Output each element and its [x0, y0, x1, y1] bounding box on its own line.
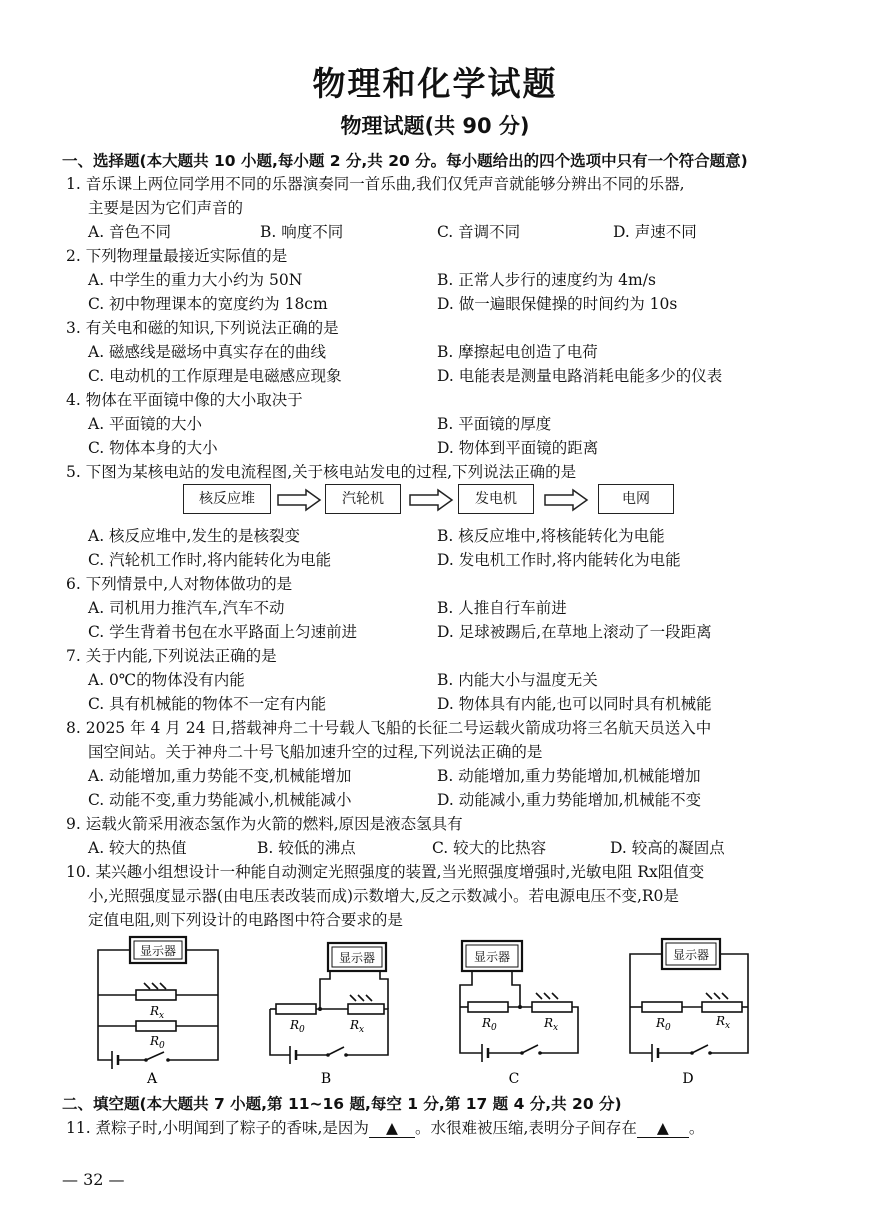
q6-stem: 6. 下列情景中,人对物体做功的是	[66, 575, 293, 593]
circuit-d-r0-label: R	[656, 1016, 666, 1030]
q10-stem-line2: 小,光照强度显示器(由电压表改装而成)示数增大,反之示数减小。若电源电压不变,R0是	[88, 887, 679, 905]
page-subtitle: 物理试题(共 90 分)	[340, 114, 530, 138]
circuit-d-display-label: 显示器	[672, 948, 710, 962]
q9-option-c: C. 较大的比热容	[432, 839, 547, 857]
q6-option-b: B. 人推自行车前进	[437, 599, 567, 617]
svg-text:R0	[655, 1016, 671, 1033]
q8-option-c: C. 动能不变,重力势能减小,机械能减小	[88, 791, 352, 809]
circuit-diagram-c	[452, 935, 592, 1087]
q2-option-c: C. 初中物理课本的宽度约为 18cm	[88, 295, 328, 313]
flow-box-generator: 发电机	[458, 484, 534, 514]
q3-option-b: B. 摩擦起电创造了电荷	[437, 343, 598, 361]
circuit-b-r0-sub: 0	[299, 1025, 305, 1035]
circuit-d-choice-label: D	[682, 1071, 694, 1087]
flow-box-grid: 电网	[598, 484, 674, 514]
circuit-diagram-d	[622, 935, 762, 1087]
q7-option-a: A. 0℃的物体没有内能	[88, 671, 245, 689]
q5-option-d: D. 发电机工作时,将内能转化为电能	[437, 551, 681, 569]
q1-stem-line1: 1. 音乐课上两位同学用不同的乐器演奏同一首乐曲,我们仅凭声音就能够分辨出不同的乐器,	[66, 175, 685, 193]
q11-text-part2: 。水很难被压缩,表明分子间存在	[414, 1119, 637, 1137]
circuit-d-rx-sub: x	[725, 1021, 731, 1031]
circuit-b-choice-label: B	[320, 1071, 332, 1087]
q8-stem-line2: 国空间站。关于神舟二十号飞船加速升空的过程,下列说法正确的是	[88, 743, 543, 761]
q5-option-c: C. 汽轮机工作时,将内能转化为电能	[88, 551, 332, 569]
circuit-a-r0-label: R	[150, 1034, 160, 1048]
svg-text:Rx	[349, 1018, 364, 1035]
circuit-c-r0-label: R	[482, 1016, 492, 1030]
circuit-b-rx-sub: x	[359, 1025, 365, 1035]
circuit-diagram-a	[90, 935, 230, 1087]
q9-option-d: D. 较高的凝固点	[610, 839, 725, 857]
q7-stem: 7. 关于内能,下列说法正确的是	[66, 647, 277, 665]
page-number: — 32 —	[62, 1170, 125, 1189]
q4-option-c: C. 物体本身的大小	[88, 439, 218, 457]
q5-option-a: A. 核反应堆中,发生的是核裂变	[88, 527, 300, 545]
flow-box-turbine: 汽轮机	[325, 484, 401, 514]
circuit-a-r0-sub: 0	[159, 1041, 165, 1051]
q10-stem-line3: 定值电阻,则下列设计的电路图中符合要求的是	[88, 911, 403, 929]
circuit-b-display-label: 显示器	[338, 951, 376, 965]
circuit-a-display-label: 显示器	[139, 944, 177, 958]
q1-stem-line2: 主要是因为它们声音的	[88, 199, 244, 217]
q6-option-a: A. 司机用力推汽车,汽车不动	[88, 599, 285, 617]
q6-option-d: D. 足球被踢后,在草地上滚动了一段距离	[437, 623, 712, 641]
flow-arrow-2	[408, 488, 454, 512]
circuit-c-r0-sub: 0	[491, 1023, 497, 1033]
q9-stem: 9. 运载火箭采用液态氢作为火箭的燃料,原因是液态氢具有	[66, 815, 463, 833]
q11-stem	[66, 1116, 704, 1138]
q3-option-d: D. 电能表是测量电路消耗电能多少的仪表	[437, 367, 723, 385]
q7-option-d: D. 物体具有内能,也可以同时具有机械能	[437, 695, 712, 713]
q8-option-d: D. 动能减小,重力势能增加,机械能不变	[437, 791, 702, 809]
q3-option-a: A. 磁感线是磁场中真实存在的曲线	[88, 343, 327, 361]
q8-option-b: B. 动能增加,重力势能增加,机械能增加	[437, 767, 701, 785]
circuit-c-display-label: 显示器	[473, 950, 511, 964]
section1-heading: 一、选择题(本大题共 10 小题,每小题 2 分,共 20 分。每小题给出的四个选项中只有一个符合题意)	[62, 152, 748, 170]
circuit-a-rx-sub: x	[159, 1011, 165, 1021]
q9-option-a: A. 较大的热值	[88, 839, 187, 857]
circuit-b-r0-label: R	[290, 1018, 300, 1032]
q4-option-a: A. 平面镜的大小	[88, 415, 203, 433]
circuit-diagram-b	[262, 935, 402, 1087]
q4-stem: 4. 物体在平面镜中像的大小取决于	[66, 391, 303, 409]
circuit-d-r0-sub: 0	[665, 1023, 671, 1033]
q7-option-b: B. 内能大小与温度无关	[437, 671, 598, 689]
q8-stem-line1: 8. 2025 年 4 月 24 日,搭载神舟二十号载人飞船的长征二号运载火箭成功将三名航天员送入中	[66, 719, 712, 737]
q2-option-d: D. 做一遍眼保健操的时间约为 10s	[437, 295, 678, 313]
q3-option-c: C. 电动机的工作原理是电磁感应现象	[88, 367, 342, 385]
svg-text:R0	[289, 1018, 305, 1035]
section2-heading: 二、填空题(本大题共 7 小题,第 11~16 题,每空 1 分,第 17 题 4 分,共 20 分)	[62, 1095, 622, 1113]
circuit-a-rx-label: R	[150, 1004, 160, 1018]
q2-option-a: A. 中学生的重力大小约为 50N	[88, 271, 303, 289]
q3-stem: 3. 有关电和磁的知识,下列说法正确的是	[66, 319, 339, 337]
q5-option-b: B. 核反应堆中,将核能转化为电能	[437, 527, 665, 545]
svg-text:Rx	[149, 1004, 164, 1021]
flow-arrow-1	[276, 488, 322, 512]
q2-stem: 2. 下列物理量最接近实际值的是	[66, 247, 288, 265]
q11-text-part3: 。	[688, 1119, 705, 1137]
svg-text:R0	[481, 1016, 497, 1033]
q1-option-d: D. 声速不同	[613, 223, 697, 241]
q1-option-b: B. 响度不同	[260, 223, 344, 241]
q9-option-b: B. 较低的沸点	[257, 839, 356, 857]
svg-text:Rx	[543, 1016, 558, 1033]
q5-stem: 5. 下图为某核电站的发电流程图,关于核电站发电的过程,下列说法正确的是	[66, 463, 577, 481]
q4-option-d: D. 物体到平面镜的距离	[437, 439, 599, 457]
circuit-c-rx-label: R	[544, 1016, 554, 1030]
flow-arrow-3	[543, 488, 589, 512]
q11-text-part1: 11. 煮粽子时,小明闻到了粽子的香味,是因为	[66, 1119, 369, 1137]
q11-blank-1[interactable]: ▲	[369, 1119, 415, 1138]
circuit-d-rx-label: R	[716, 1014, 726, 1028]
circuit-b-rx-label: R	[350, 1018, 360, 1032]
page-title: 物理和化学试题	[312, 64, 558, 103]
q11-blank-2[interactable]: ▲	[637, 1119, 689, 1138]
q1-option-c: C. 音调不同	[437, 223, 521, 241]
q2-option-b: B. 正常人步行的速度约为 4m/s	[437, 271, 656, 289]
q4-option-b: B. 平面镜的厚度	[437, 415, 552, 433]
circuit-c-choice-label: C	[508, 1071, 520, 1087]
circuit-a-choice-label: A	[146, 1071, 158, 1087]
q7-option-c: C. 具有机械能的物体不一定有内能	[88, 695, 327, 713]
svg-text:R0	[149, 1034, 165, 1051]
svg-text:Rx	[715, 1014, 730, 1031]
flow-box-reactor: 核反应堆	[183, 484, 271, 514]
q10-stem-line1: 10. 某兴趣小组想设计一种能自动测定光照强度的装置,当光照强度增强时,光敏电阻 Rx阻值变	[66, 863, 705, 881]
q6-option-c: C. 学生背着书包在水平路面上匀速前进	[88, 623, 358, 641]
q8-option-a: A. 动能增加,重力势能不变,机械能增加	[88, 767, 352, 785]
circuit-c-rx-sub: x	[553, 1023, 559, 1033]
q1-option-a: A. 音色不同	[88, 223, 172, 241]
